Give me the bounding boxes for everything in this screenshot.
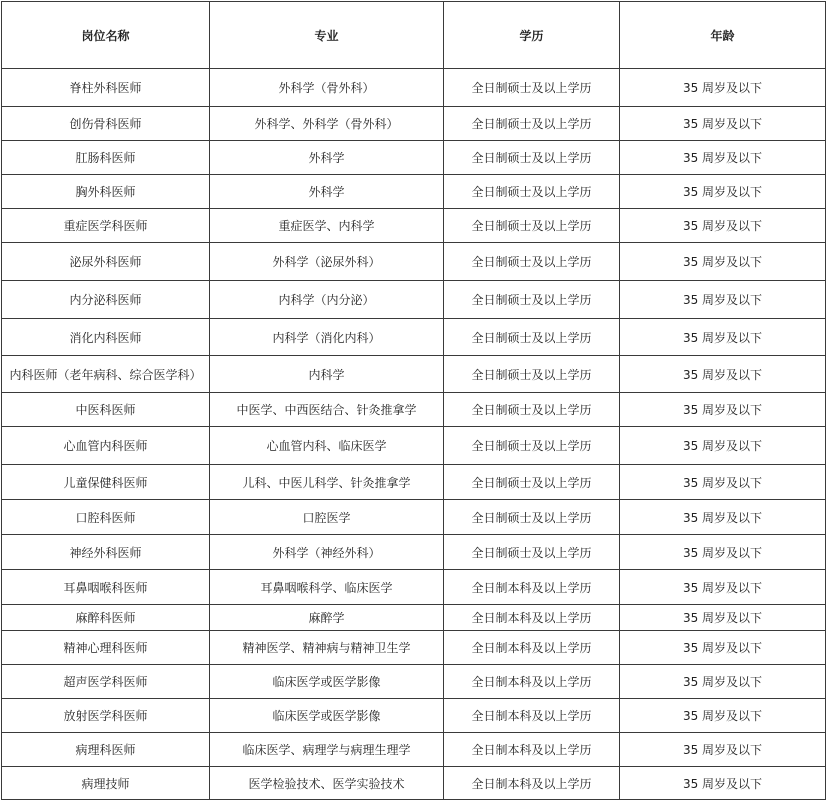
cell-education: 全日制硕士及以上学历 [444, 69, 620, 107]
cell-age: 35 周岁及以下 [620, 665, 826, 699]
cell-position: 内分泌科医师 [2, 281, 210, 319]
cell-major: 内科学 [210, 356, 444, 393]
cell-education: 全日制本科及以上学历 [444, 733, 620, 767]
cell-position: 创伤骨科医师 [2, 107, 210, 141]
cell-major: 儿科、中医儿科学、针灸推拿学 [210, 465, 444, 500]
cell-age: 35 周岁及以下 [620, 141, 826, 175]
cell-major: 重症医学、内科学 [210, 209, 444, 243]
cell-education: 全日制硕士及以上学历 [444, 465, 620, 500]
cell-age: 35 周岁及以下 [620, 209, 826, 243]
cell-age: 35 周岁及以下 [620, 175, 826, 209]
cell-education: 全日制本科及以上学历 [444, 605, 620, 631]
cell-position: 麻醉科医师 [2, 605, 210, 631]
cell-education: 全日制本科及以上学历 [444, 570, 620, 605]
cell-major: 外科学、外科学（骨外科） [210, 107, 444, 141]
cell-age: 35 周岁及以下 [620, 427, 826, 465]
table-row [2, 107, 826, 141]
cell-age: 35 周岁及以下 [620, 767, 826, 800]
table-row [2, 733, 826, 767]
cell-major: 外科学（神经外科） [210, 535, 444, 570]
cell-major: 口腔医学 [210, 500, 444, 535]
cell-position: 精神心理科医师 [2, 631, 210, 665]
cell-major: 心血管内科、临床医学 [210, 427, 444, 465]
cell-education: 全日制硕士及以上学历 [444, 243, 620, 281]
cell-education: 全日制硕士及以上学历 [444, 500, 620, 535]
header-position: 岗位名称 [2, 2, 210, 69]
cell-education: 全日制硕士及以上学历 [444, 209, 620, 243]
recruitment-table [1, 1, 826, 800]
cell-education: 全日制硕士及以上学历 [444, 393, 620, 427]
cell-major: 内科学（内分泌） [210, 281, 444, 319]
header-major: 专业 [210, 2, 444, 69]
cell-age: 35 周岁及以下 [620, 699, 826, 733]
cell-age: 35 周岁及以下 [620, 319, 826, 356]
cell-position: 心血管内科医师 [2, 427, 210, 465]
cell-major: 外科学 [210, 175, 444, 209]
table-row [2, 631, 826, 665]
cell-major: 内科学（消化内科） [210, 319, 444, 356]
cell-major: 临床医学或医学影像 [210, 699, 444, 733]
cell-age: 35 周岁及以下 [620, 500, 826, 535]
cell-education: 全日制本科及以上学历 [444, 631, 620, 665]
cell-age: 35 周岁及以下 [620, 535, 826, 570]
table-row [2, 605, 826, 631]
cell-major: 临床医学、病理学与病理生理学 [210, 733, 444, 767]
table-row [2, 665, 826, 699]
cell-position: 内科医师（老年病科、综合医学科） [2, 356, 210, 393]
table-row [2, 319, 826, 356]
cell-age: 35 周岁及以下 [620, 570, 826, 605]
cell-age: 35 周岁及以下 [620, 107, 826, 141]
cell-education: 全日制本科及以上学历 [444, 767, 620, 800]
cell-position: 口腔科医师 [2, 500, 210, 535]
cell-age: 35 周岁及以下 [620, 605, 826, 631]
cell-position: 消化内科医师 [2, 319, 210, 356]
table-row [2, 767, 826, 800]
cell-position: 超声医学科医师 [2, 665, 210, 699]
header-age: 年龄 [620, 2, 826, 69]
table-row [2, 393, 826, 427]
cell-major: 临床医学或医学影像 [210, 665, 444, 699]
table-row [2, 69, 826, 107]
cell-position: 胸外科医师 [2, 175, 210, 209]
cell-education: 全日制硕士及以上学历 [444, 281, 620, 319]
cell-position: 耳鼻咽喉科医师 [2, 570, 210, 605]
cell-position: 重症医学科医师 [2, 209, 210, 243]
cell-education: 全日制硕士及以上学历 [444, 319, 620, 356]
cell-education: 全日制硕士及以上学历 [444, 141, 620, 175]
cell-position: 中医科医师 [2, 393, 210, 427]
table-row [2, 427, 826, 465]
cell-education: 全日制硕士及以上学历 [444, 356, 620, 393]
cell-age: 35 周岁及以下 [620, 465, 826, 500]
table-row [2, 699, 826, 733]
cell-major: 外科学（骨外科） [210, 69, 444, 107]
table-row [2, 141, 826, 175]
cell-position: 神经外科医师 [2, 535, 210, 570]
cell-position: 儿童保健科医师 [2, 465, 210, 500]
header-education: 学历 [444, 2, 620, 69]
cell-age: 35 周岁及以下 [620, 243, 826, 281]
cell-education: 全日制本科及以上学历 [444, 699, 620, 733]
cell-position: 病理科医师 [2, 733, 210, 767]
cell-age: 35 周岁及以下 [620, 69, 826, 107]
cell-major: 外科学（泌尿外科） [210, 243, 444, 281]
table-row [2, 535, 826, 570]
cell-major: 麻醉学 [210, 605, 444, 631]
table-row [2, 175, 826, 209]
cell-major: 精神医学、精神病与精神卫生学 [210, 631, 444, 665]
cell-major: 耳鼻咽喉科学、临床医学 [210, 570, 444, 605]
cell-education: 全日制硕士及以上学历 [444, 175, 620, 209]
cell-position: 放射医学科医师 [2, 699, 210, 733]
table-row [2, 500, 826, 535]
cell-major: 医学检验技术、医学实验技术 [210, 767, 444, 800]
cell-age: 35 周岁及以下 [620, 281, 826, 319]
cell-age: 35 周岁及以下 [620, 733, 826, 767]
cell-education: 全日制硕士及以上学历 [444, 427, 620, 465]
cell-education: 全日制硕士及以上学历 [444, 107, 620, 141]
table-row [2, 209, 826, 243]
cell-position: 肛肠科医师 [2, 141, 210, 175]
cell-age: 35 周岁及以下 [620, 356, 826, 393]
table-row [2, 570, 826, 605]
table-row [2, 356, 826, 393]
table-row [2, 465, 826, 500]
table-row [2, 243, 826, 281]
cell-position: 泌尿外科医师 [2, 243, 210, 281]
header-row [2, 2, 826, 69]
cell-major: 中医学、中西医结合、针灸推拿学 [210, 393, 444, 427]
cell-position: 病理技师 [2, 767, 210, 800]
cell-age: 35 周岁及以下 [620, 631, 826, 665]
table-body [2, 69, 826, 800]
table-row [2, 281, 826, 319]
cell-education: 全日制本科及以上学历 [444, 665, 620, 699]
cell-major: 外科学 [210, 141, 444, 175]
cell-position: 脊柱外科医师 [2, 69, 210, 107]
cell-age: 35 周岁及以下 [620, 393, 826, 427]
cell-education: 全日制硕士及以上学历 [444, 535, 620, 570]
